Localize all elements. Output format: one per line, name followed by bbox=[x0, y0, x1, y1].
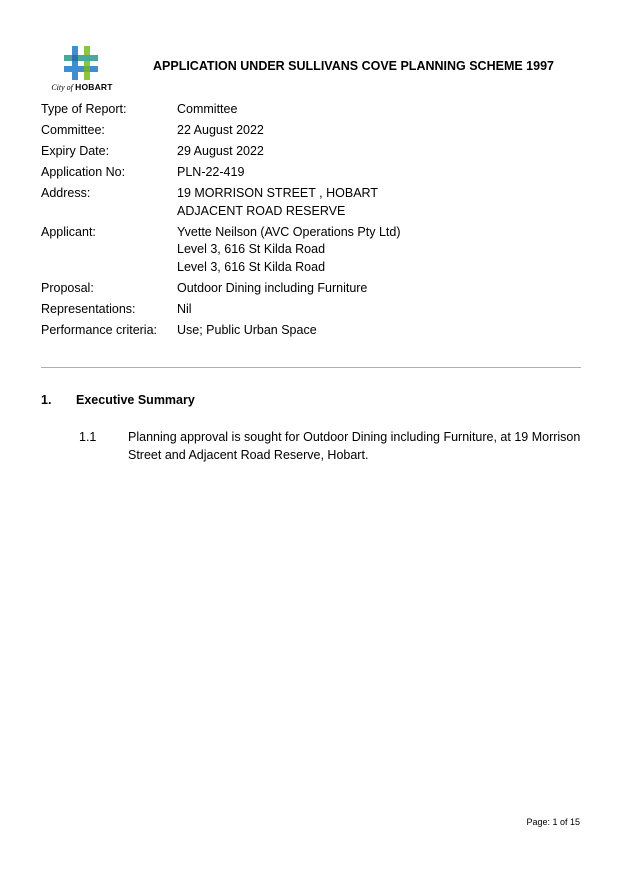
detail-value bbox=[177, 301, 192, 319]
detail-value-line: Committee bbox=[177, 102, 238, 116]
detail-value-line: Level 3, 616 St Kilda Road bbox=[177, 259, 326, 274]
detail-row bbox=[41, 301, 400, 319]
detail-value-line: 22 August 2022 bbox=[177, 123, 264, 137]
detail-value-line: Nil bbox=[177, 301, 192, 316]
detail-value-line: ADJACENT ROAD RESERVE bbox=[177, 203, 346, 218]
section-title: Executive Summary bbox=[76, 393, 195, 407]
detail-row bbox=[41, 122, 400, 140]
detail-label: Applicant: bbox=[41, 224, 96, 239]
detail-row bbox=[41, 224, 400, 277]
detail-row bbox=[41, 143, 400, 161]
detail-value-line: Yvette Neilson (AVC Operations Pty Ltd) bbox=[177, 224, 401, 239]
detail-value-line: 29 August 2022 bbox=[177, 144, 264, 158]
detail-label: Address: bbox=[41, 186, 91, 200]
logo-wordmark bbox=[46, 82, 118, 92]
detail-value bbox=[177, 224, 400, 277]
detail-label: Type of Report: bbox=[41, 102, 127, 116]
detail-row bbox=[41, 280, 400, 298]
detail-row bbox=[41, 101, 400, 119]
detail-row bbox=[41, 164, 400, 182]
hobart-crest-icon bbox=[62, 44, 102, 82]
document-title: APPLICATION UNDER SULLIVANS COVE PLANNING SCHEME 1997 bbox=[153, 59, 554, 73]
section-number: 1. bbox=[41, 393, 52, 407]
detail-label: Application No: bbox=[41, 165, 126, 179]
section-heading bbox=[41, 393, 195, 407]
city-of-hobart-logo bbox=[46, 44, 118, 96]
page-number: Page: 1 of 15 bbox=[526, 817, 580, 827]
detail-value-line: PLN-22-419 bbox=[177, 165, 245, 179]
report-details bbox=[41, 101, 400, 343]
detail-value bbox=[177, 143, 264, 161]
detail-value-line: Use; Public Urban Space bbox=[177, 322, 317, 337]
detail-value-line: Outdoor Dining including Furniture bbox=[177, 280, 368, 295]
detail-row bbox=[41, 185, 400, 220]
detail-label: Representations: bbox=[41, 301, 136, 316]
detail-value bbox=[177, 164, 244, 182]
logo-city-text: City of bbox=[51, 83, 73, 92]
detail-value bbox=[177, 185, 378, 220]
detail-value bbox=[177, 101, 237, 119]
paragraph-text: Planning approval is sought for Outdoor Dining including Furniture, at 19 Morrison Street and Adjacent Road Reserve, Hobart. bbox=[128, 430, 581, 462]
detail-value bbox=[177, 322, 317, 340]
paragraph-number: 1.1 bbox=[79, 430, 97, 444]
divider bbox=[41, 367, 581, 368]
detail-value bbox=[177, 280, 367, 298]
detail-label: Expiry Date: bbox=[41, 144, 110, 158]
detail-label: Committee: bbox=[41, 123, 105, 137]
detail-value-line: 19 MORRISON STREET , HOBART bbox=[177, 186, 378, 200]
logo-hobart-text: HOBART bbox=[75, 82, 113, 92]
detail-value bbox=[177, 122, 264, 140]
paragraph bbox=[79, 429, 584, 464]
detail-label: Performance criteria: bbox=[41, 322, 158, 337]
detail-value-line: Level 3, 616 St Kilda Road bbox=[177, 242, 326, 256]
detail-row bbox=[41, 322, 400, 340]
detail-label: Proposal: bbox=[41, 280, 94, 295]
